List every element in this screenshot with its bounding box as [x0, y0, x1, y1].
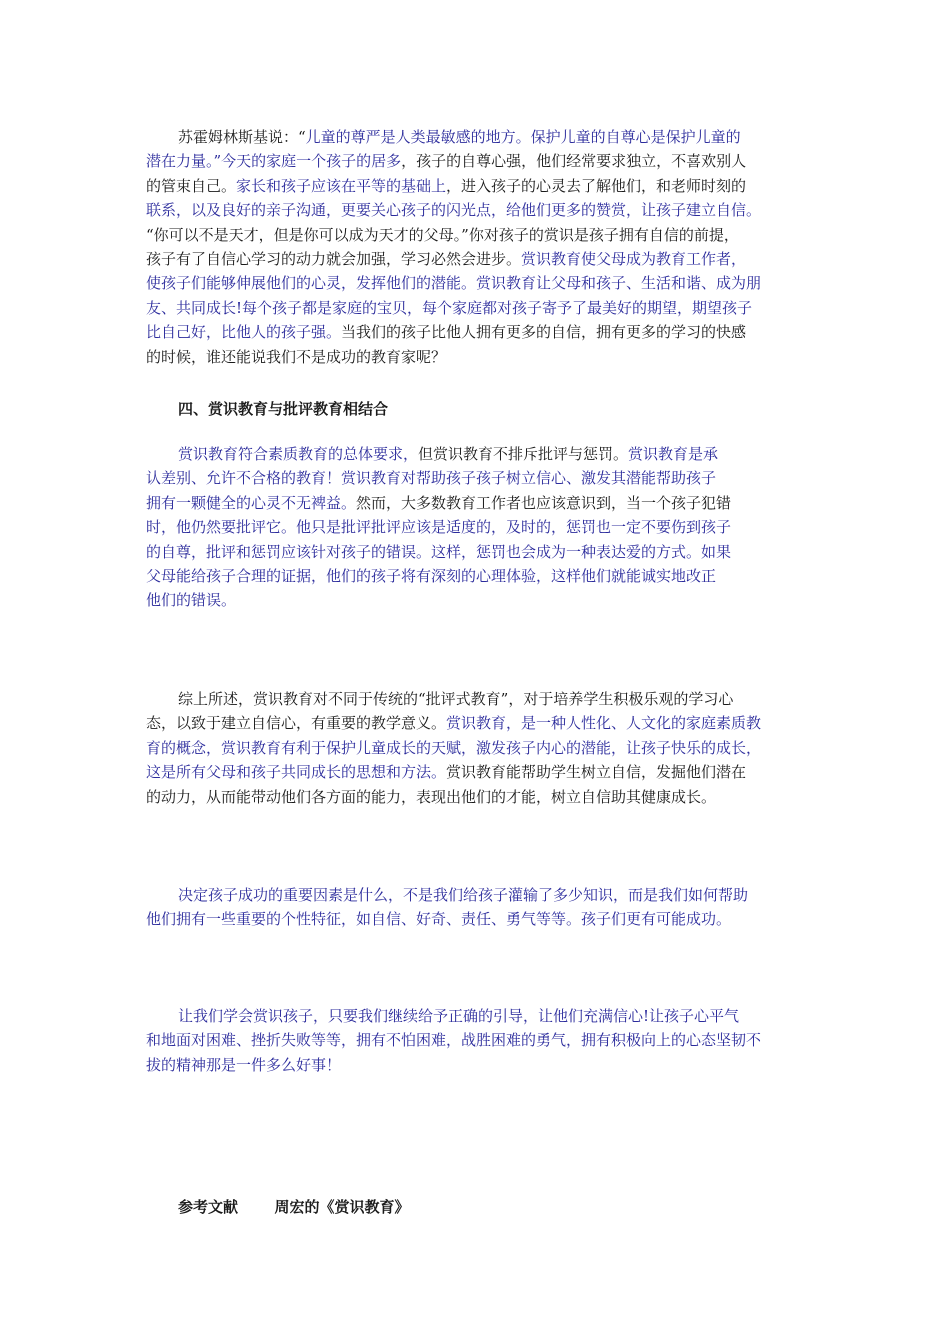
text-segment: 赏识教育是承	[628, 445, 719, 463]
text-segment: 儿童的尊严是人类最敏感的地方。保护儿童的自尊心是保护儿童的	[305, 128, 741, 146]
text-line	[146, 1053, 814, 1077]
text-line	[146, 785, 814, 809]
text-line	[146, 198, 814, 222]
text-line	[146, 345, 814, 369]
text-line	[146, 1028, 814, 1052]
text-line	[146, 564, 814, 588]
text-line	[146, 223, 814, 247]
text-segment: 拥有一颗健全的心灵不无裨益。	[146, 493, 357, 512]
text-segment: 他们的错误。	[146, 591, 237, 610]
text-segment: 赏识教育符合素质教育的总体要求，	[178, 445, 419, 463]
text-line	[146, 271, 814, 295]
text-line	[146, 442, 814, 466]
text-segment: 时，他仍然要批评它。他只是批评批评应该是适度的，及时的，惩罚也一定不要伤到孩子	[146, 518, 732, 537]
text-line	[146, 296, 814, 320]
text-line	[146, 125, 814, 149]
text-segment: 态，以致于建立自信心，有重要的教学意义。	[146, 714, 447, 733]
text-segment: ，进入孩子的心灵去了解他们，和老师时刻的	[446, 176, 747, 195]
paragraph-summary	[146, 687, 814, 809]
text-line	[146, 1004, 814, 1028]
text-segment: 潜在力量。”今天的家庭一个孩子的居多	[146, 152, 402, 171]
text-segment: 拔的精神那是一件多么好事！	[146, 1055, 342, 1074]
text-segment: 然而，大多数教育工作者也应该意识到，当一个孩子犯错	[356, 493, 732, 512]
text-line	[146, 247, 814, 271]
text-segment: 的动力，从而能带动他们各方面的能力，表现出他们的才能，树立自信助其健康成长。	[146, 787, 717, 806]
text-segment: 认差别、允许不合格的教育！赏识教育对帮助孩子孩子树立信心、激发其潜能帮助孩子	[146, 469, 717, 488]
text-segment: 但赏识教育不排斥批评与惩罚。	[418, 445, 629, 463]
text-line	[146, 711, 814, 735]
paragraph-suhomlinsky-quote	[146, 125, 814, 369]
text-line	[146, 491, 814, 515]
text-segment: 赏识教育使父母成为教育工作者，	[521, 250, 747, 269]
text-segment: 的自尊，批评和惩罚应该针对孩子的错误。这样，惩罚也会成为一种表达爱的方式。如果	[146, 542, 732, 561]
section-heading-4: 四、赏识教育与批评教育相结合	[178, 400, 389, 418]
text-segment: 比自己好，比他人的孩子强。	[146, 323, 342, 342]
text-segment: 孩子有了自信心学习的动力就会加强，学习必然会进步。	[146, 250, 522, 269]
text-segment: ，孩子的自尊心强，他们经常要求独立，不喜欢别人	[401, 152, 747, 171]
paragraph-success-factors	[146, 883, 814, 932]
text-segment: 父母能给孩子合理的证据，他们的孩子将有深刻的心理体验，这样他们就能诚实地改正	[146, 567, 717, 586]
text-segment: 当我们的孩子比他人拥有更多的自信，拥有更多的学习的快感	[341, 323, 747, 342]
text-segment: “你可以不是天才，但是你可以成为天才的父母。”你对孩子的赏识是孩子拥有自信的前提，	[146, 225, 739, 244]
text-line	[146, 588, 814, 612]
text-segment: 和地面对困难、挫折失败等等，拥有不怕困难，战胜困难的勇气，拥有积极向上的心态坚韧不	[146, 1031, 762, 1050]
text-segment: 让我们学会赏识孩子，只要我们继续给予正确的引导，让他们充满信心!让孩子心平气	[178, 1007, 740, 1025]
text-line	[146, 883, 814, 907]
text-line	[146, 466, 814, 490]
text-line	[146, 687, 814, 711]
text-segment: 的管束自己。	[146, 176, 237, 195]
text-segment: 育的概念，赏识教育有利于保护儿童成长的天赋，激发孩子内心的潜能，让孩子快乐的成长，	[146, 738, 762, 757]
text-segment: 决定孩子成功的重要因素是什么，不是我们给孩子灌输了多少知识，而是我们如何帮助	[178, 886, 749, 904]
text-line	[146, 174, 814, 198]
text-line	[146, 149, 814, 173]
text-segment: 赏识教育能帮助学生树立自信，发掘他们潜在	[446, 763, 747, 782]
text-line	[146, 540, 814, 564]
text-segment: 使孩子们能够伸展他们的心灵，发挥他们的潜能。赏识教育让父母和孩子、生活和谐、成为朋	[146, 274, 762, 293]
references-label: 参考文献	[178, 1198, 239, 1216]
text-segment: 他们拥有一些重要的个性特征，如自信、好奇、责任、勇气等等。孩子们更有可能成功。	[146, 910, 732, 929]
text-line	[146, 320, 814, 344]
text-segment: 综上所述，赏识教育对不同于传统的“批评式教育”，对于培养学生积极乐观的学习心	[178, 690, 734, 708]
text-segment: 的时候，谁还能说我们不是成功的教育家呢？	[146, 347, 447, 366]
text-segment: 苏霍姆林斯基说：“	[178, 128, 306, 146]
text-segment: 赏识教育，是一种人性化、人文化的家庭素质教	[446, 714, 762, 733]
text-segment: 友、共同成长!每个孩子都是家庭的宝贝，每个家庭都对孩子寄予了最美好的期望，期望孩子	[146, 298, 753, 317]
text-segment: 联系，以及良好的亲子沟通，更要关心孩子的闪光点，给他们更多的赞赏，让孩子建立自信。	[146, 201, 762, 220]
text-line	[146, 736, 814, 760]
paragraph-learn-appreciation	[146, 1004, 814, 1077]
text-line	[146, 760, 814, 784]
text-line	[146, 907, 814, 931]
text-line	[146, 515, 814, 539]
references-line	[178, 1196, 410, 1217]
text-segment: 家长和孩子应该在平等的基础上	[236, 176, 447, 195]
references-text: 周宏的《赏识教育》	[274, 1198, 410, 1216]
text-segment: 这是所有父母和孩子共同成长的思想和方法。	[146, 763, 447, 782]
paragraph-appreciation-and-criticism	[146, 442, 814, 613]
